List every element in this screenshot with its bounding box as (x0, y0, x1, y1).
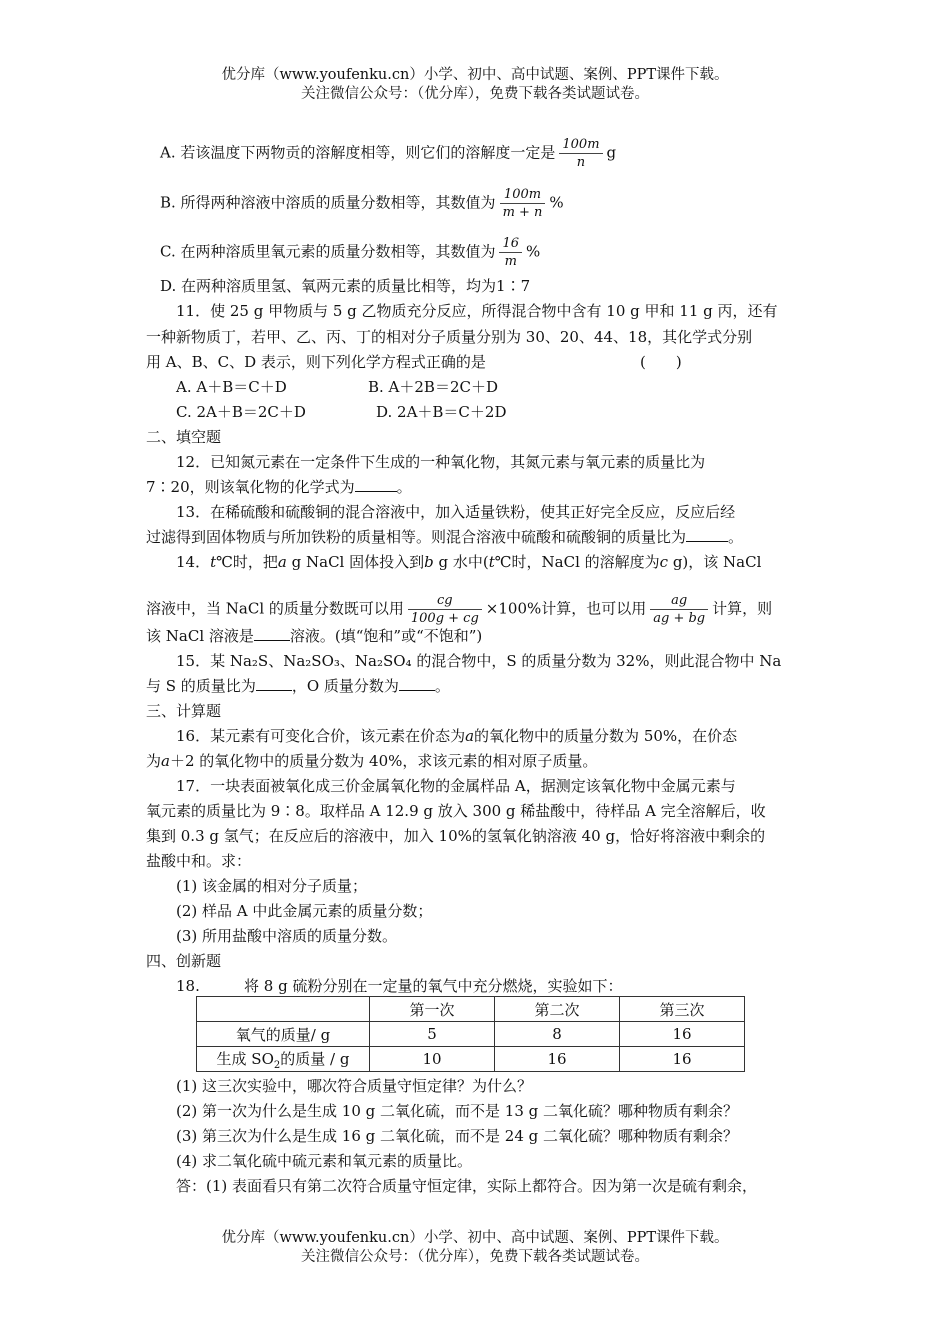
q10-a-unit: g (606, 143, 617, 162)
q16-var-a-2: a (161, 752, 170, 770)
q14-f2-denominator: ag + bg (653, 611, 706, 626)
q10-option-c-fraction (499, 235, 522, 270)
q14-var-c: c (659, 553, 669, 571)
q15-text-2: ，O 质量分数为 (291, 677, 399, 695)
q17-line-2: 氧元素的质量比为 9∶8。取样品 A 12.9 g 放入 300 g 稀盐酸中，待样品 A 完全溶解后，收 (146, 802, 766, 820)
q14-text-5: g)，该 NaCl (668, 553, 762, 571)
q10-b-numerator: 100m (500, 186, 546, 204)
q18-subquestion-2: (2) 第一次为什么是生成 10 g 二氧化硫，而不是 13 g 二氧化硫？哪种物质有剩余？ (176, 1102, 739, 1120)
q14-text-2: g NaCl 固体投入到 (286, 553, 425, 571)
q18-intro: 将 8 g 硫粉分别在一定量的氧气中充分燃烧，实验如下： (244, 977, 623, 995)
table-cell: 16 (495, 1047, 620, 1072)
q10-option-b-fraction (500, 186, 546, 221)
q14-number: 14． (176, 553, 211, 571)
q17-subquestion-1: (1) 该金属的相对分子质量； (176, 877, 368, 895)
q10-c-denominator: m (504, 254, 517, 269)
q14-text-8: 计算，则 (712, 599, 773, 618)
q17-line-1: 17．一块表面被氧化成三价金属氧化物的金属样品 A，据测定该氧化物中金属元素与 (176, 777, 736, 795)
q11-paren-left: ( (640, 353, 646, 371)
table-header-first: 第一次 (370, 997, 495, 1022)
q16-text-4: ＋2 的氧化物中的质量分数为 40%，求该元素的相对原子质量。 (169, 752, 598, 770)
q18-answer: 答：(1) 表面看只有第二次符合质量守恒定律，实际上都符合。因为第一次是硫有剩余， (176, 1177, 758, 1195)
q13-line-2 (146, 527, 743, 547)
q14-line-3 (146, 626, 482, 646)
q10-option-c (160, 235, 540, 270)
q11-answer-paren (640, 352, 682, 372)
q10-b-denominator: m + n (502, 205, 543, 220)
q15-answer-blank-2[interactable] (399, 676, 435, 691)
q15-line-2 (146, 676, 450, 696)
table-header-second: 第二次 (495, 997, 620, 1022)
q10-option-d: D. 在两种溶质里氢、氧两元素的质量比相等，均为1∶7 (160, 277, 531, 295)
q18-number: 18. (176, 977, 200, 995)
q11-option-d: D. 2A＋B＝C＋2D (376, 403, 507, 421)
q14-text-1: ℃时，把 (216, 553, 278, 571)
q14-fraction-2 (650, 592, 708, 627)
table-cell: 10 (370, 1047, 495, 1072)
q17-subquestion-2: (2) 样品 A 中此金属元素的质量分数； (176, 902, 433, 920)
q17-subquestion-3: (3) 所用盐酸中溶质的质量分数。 (176, 927, 398, 945)
q14-text-4: ℃时，NaCl 的溶解度为 (494, 553, 660, 571)
q14-fraction-1 (408, 592, 482, 627)
footer-line-1: 优分库（www.youfenku.cn）小学、初中、高中试题、案例、PPT课件下载。 (221, 1230, 729, 1246)
q10-c-unit: % (526, 242, 541, 261)
section-fill-in-heading: 二、填空题 (146, 428, 222, 446)
table-cell: 16 (620, 1047, 745, 1072)
q11-option-b: B. A＋2B＝2C＋D (368, 378, 499, 396)
q14-text-6: 溶液中，当 NaCl 的质量分数既可以用 (146, 599, 404, 618)
q10-option-a-fraction (559, 136, 602, 171)
q12-text: 7∶20，则该氧化物的化学式为 (146, 478, 355, 496)
q16-text-2: 的氧化物中的质量分数为 50%，在价态 (474, 727, 738, 745)
q14-text-10: 溶液。(填“饱和”或“不饱和”) (289, 627, 483, 645)
q14-var-a: a (277, 553, 287, 571)
table-header-row (197, 997, 745, 1022)
q10-option-b-text: B. 所得两种溶液中溶质的质量分数相等，其数值为 (160, 193, 496, 212)
q10-option-c-text: C. 在两种溶质里氧元素的质量分数相等，其数值为 (160, 242, 496, 261)
header-line-2: 关注微信公众号：（优分库），免费下载各类试题试卷。 (301, 86, 649, 102)
q12-period: 。 (396, 478, 412, 496)
q17-line-4: 盐酸中和。求： (146, 852, 252, 870)
q10-option-a (160, 136, 616, 171)
header-line-1: 优分库（www.youfenku.cn）小学、初中、高中试题、案例、PPT课件下载。 (221, 67, 729, 83)
q11-paren-right: ) (675, 353, 682, 371)
table-cell: 16 (620, 1022, 745, 1047)
q15-period: 。 (434, 677, 450, 695)
q11-option-c: C. 2A＋B＝2C＋D (176, 403, 306, 421)
q14-var-t-2: t (488, 553, 495, 571)
row-label-so2-sub: 2 (273, 1059, 281, 1071)
q10-option-a-text: A. 若该温度下两物贡的溶解度相等，则它们的溶解度一定是 (160, 143, 556, 162)
q14-f1-numerator: cg (408, 592, 482, 610)
q10-a-numerator: 100m (559, 136, 602, 154)
table-row (197, 1022, 745, 1047)
q15-text-1: 与 S 的质量比为 (146, 677, 256, 695)
row-label-so2-pre: 生成 SO (216, 1049, 274, 1068)
q11-line-3: 用 A、B、C、D 表示，则下列化学方程式正确的是 (146, 353, 486, 371)
q15-line-1: 15．某 Na₂S、Na₂SO₃、Na₂SO₄ 的混合物中，S 的质量分数为 32%，则此混合物中 Na (176, 652, 782, 670)
table-cell: 8 (495, 1022, 620, 1047)
q14-var-b: b (424, 553, 434, 571)
q11-option-a: A. A＋B＝C＋D (176, 378, 287, 396)
q13-period: 。 (728, 528, 744, 546)
q15-answer-blank-1[interactable] (256, 676, 292, 691)
q16-text-1: 16．某元素有可变化合价，该元素在价态为 (176, 727, 466, 745)
q11-line-1: 11．使 25 g 甲物质与 5 g 乙物质充分反应，所得混合物中含有 10 g 甲和 11 g 丙，还有 (176, 302, 778, 320)
q18-subquestion-3: (3) 第三次为什么是生成 16 g 二氧化硫，而不是 24 g 二氧化硫？哪种物质有剩余？ (176, 1127, 739, 1145)
q14-var-t: t (210, 553, 217, 571)
row-label-so2 (197, 1047, 370, 1072)
q11-line-2: 一种新物质丁，若甲、乙、丙、丁的相对分子质量分别为 30、20、44、18，其化学式分别 (146, 328, 753, 346)
q18-subquestion-1: (1) 这三次实验中，哪次符合质量守恒定律？为什么？ (176, 1077, 533, 1095)
q14-text-3: g 水中( (433, 553, 489, 571)
row-label-oxygen: 氧气的质量/ g (197, 1022, 370, 1047)
section-innovation-heading: 四、创新题 (146, 952, 222, 970)
q16-var-a: a (465, 727, 475, 745)
q14-line-1 (176, 552, 761, 572)
q14-answer-blank[interactable] (254, 626, 290, 641)
q14-line-2 (146, 592, 772, 627)
q14-f1-denominator: 100g + cg (410, 611, 479, 626)
q10-a-denominator: n (576, 155, 586, 170)
table-header-empty (197, 997, 370, 1022)
q16-line-2 (146, 751, 597, 771)
q10-c-numerator: 16 (499, 235, 522, 253)
q13-line-1: 13．在稀硫酸和硫酸铜的混合溶液中，加入适量铁粉，使其正好完全反应，反应后经 (176, 503, 736, 521)
section-calculation-heading: 三、计算题 (146, 702, 222, 720)
q14-text-7: ×100%计算，也可以用 (485, 599, 647, 618)
q14-text-9: 该 NaCl 溶液是 (146, 627, 254, 645)
q10-option-b (160, 186, 564, 221)
footer-line-2: 关注微信公众号：（优分库），免费下载各类试题试卷。 (301, 1249, 649, 1265)
row-label-so2-post: 的质量 / g (280, 1049, 350, 1068)
table-row (197, 1047, 745, 1072)
q12-answer-blank[interactable] (355, 477, 397, 492)
q10-b-unit: % (549, 193, 564, 212)
q12-line-2 (146, 477, 412, 497)
experiment-table (196, 996, 745, 1072)
q18-subquestion-4: (4) 求二氧化硫中硫元素和氧元素的质量比。 (176, 1152, 473, 1170)
q16-line-1 (176, 726, 737, 746)
q14-f2-numerator: ag (650, 592, 708, 610)
q13-answer-blank[interactable] (686, 527, 728, 542)
q16-text-3: 为 (146, 752, 162, 770)
q17-line-3: 集到 0.3 g 氢气；在反应后的溶液中，加入 10%的氢氧化钠溶液 40 g，恰好将溶液中剩余的 (146, 827, 766, 845)
q12-line-1: 12．已知氮元素在一定条件下生成的一种氧化物，其氮元素与氧元素的质量比为 (176, 453, 706, 471)
table-cell: 5 (370, 1022, 495, 1047)
table-header-third: 第三次 (620, 997, 745, 1022)
q13-text: 过滤得到固体物质与所加铁粉的质量相等。则混合溶液中硫酸和硫酸铜的质量比为 (146, 528, 687, 546)
